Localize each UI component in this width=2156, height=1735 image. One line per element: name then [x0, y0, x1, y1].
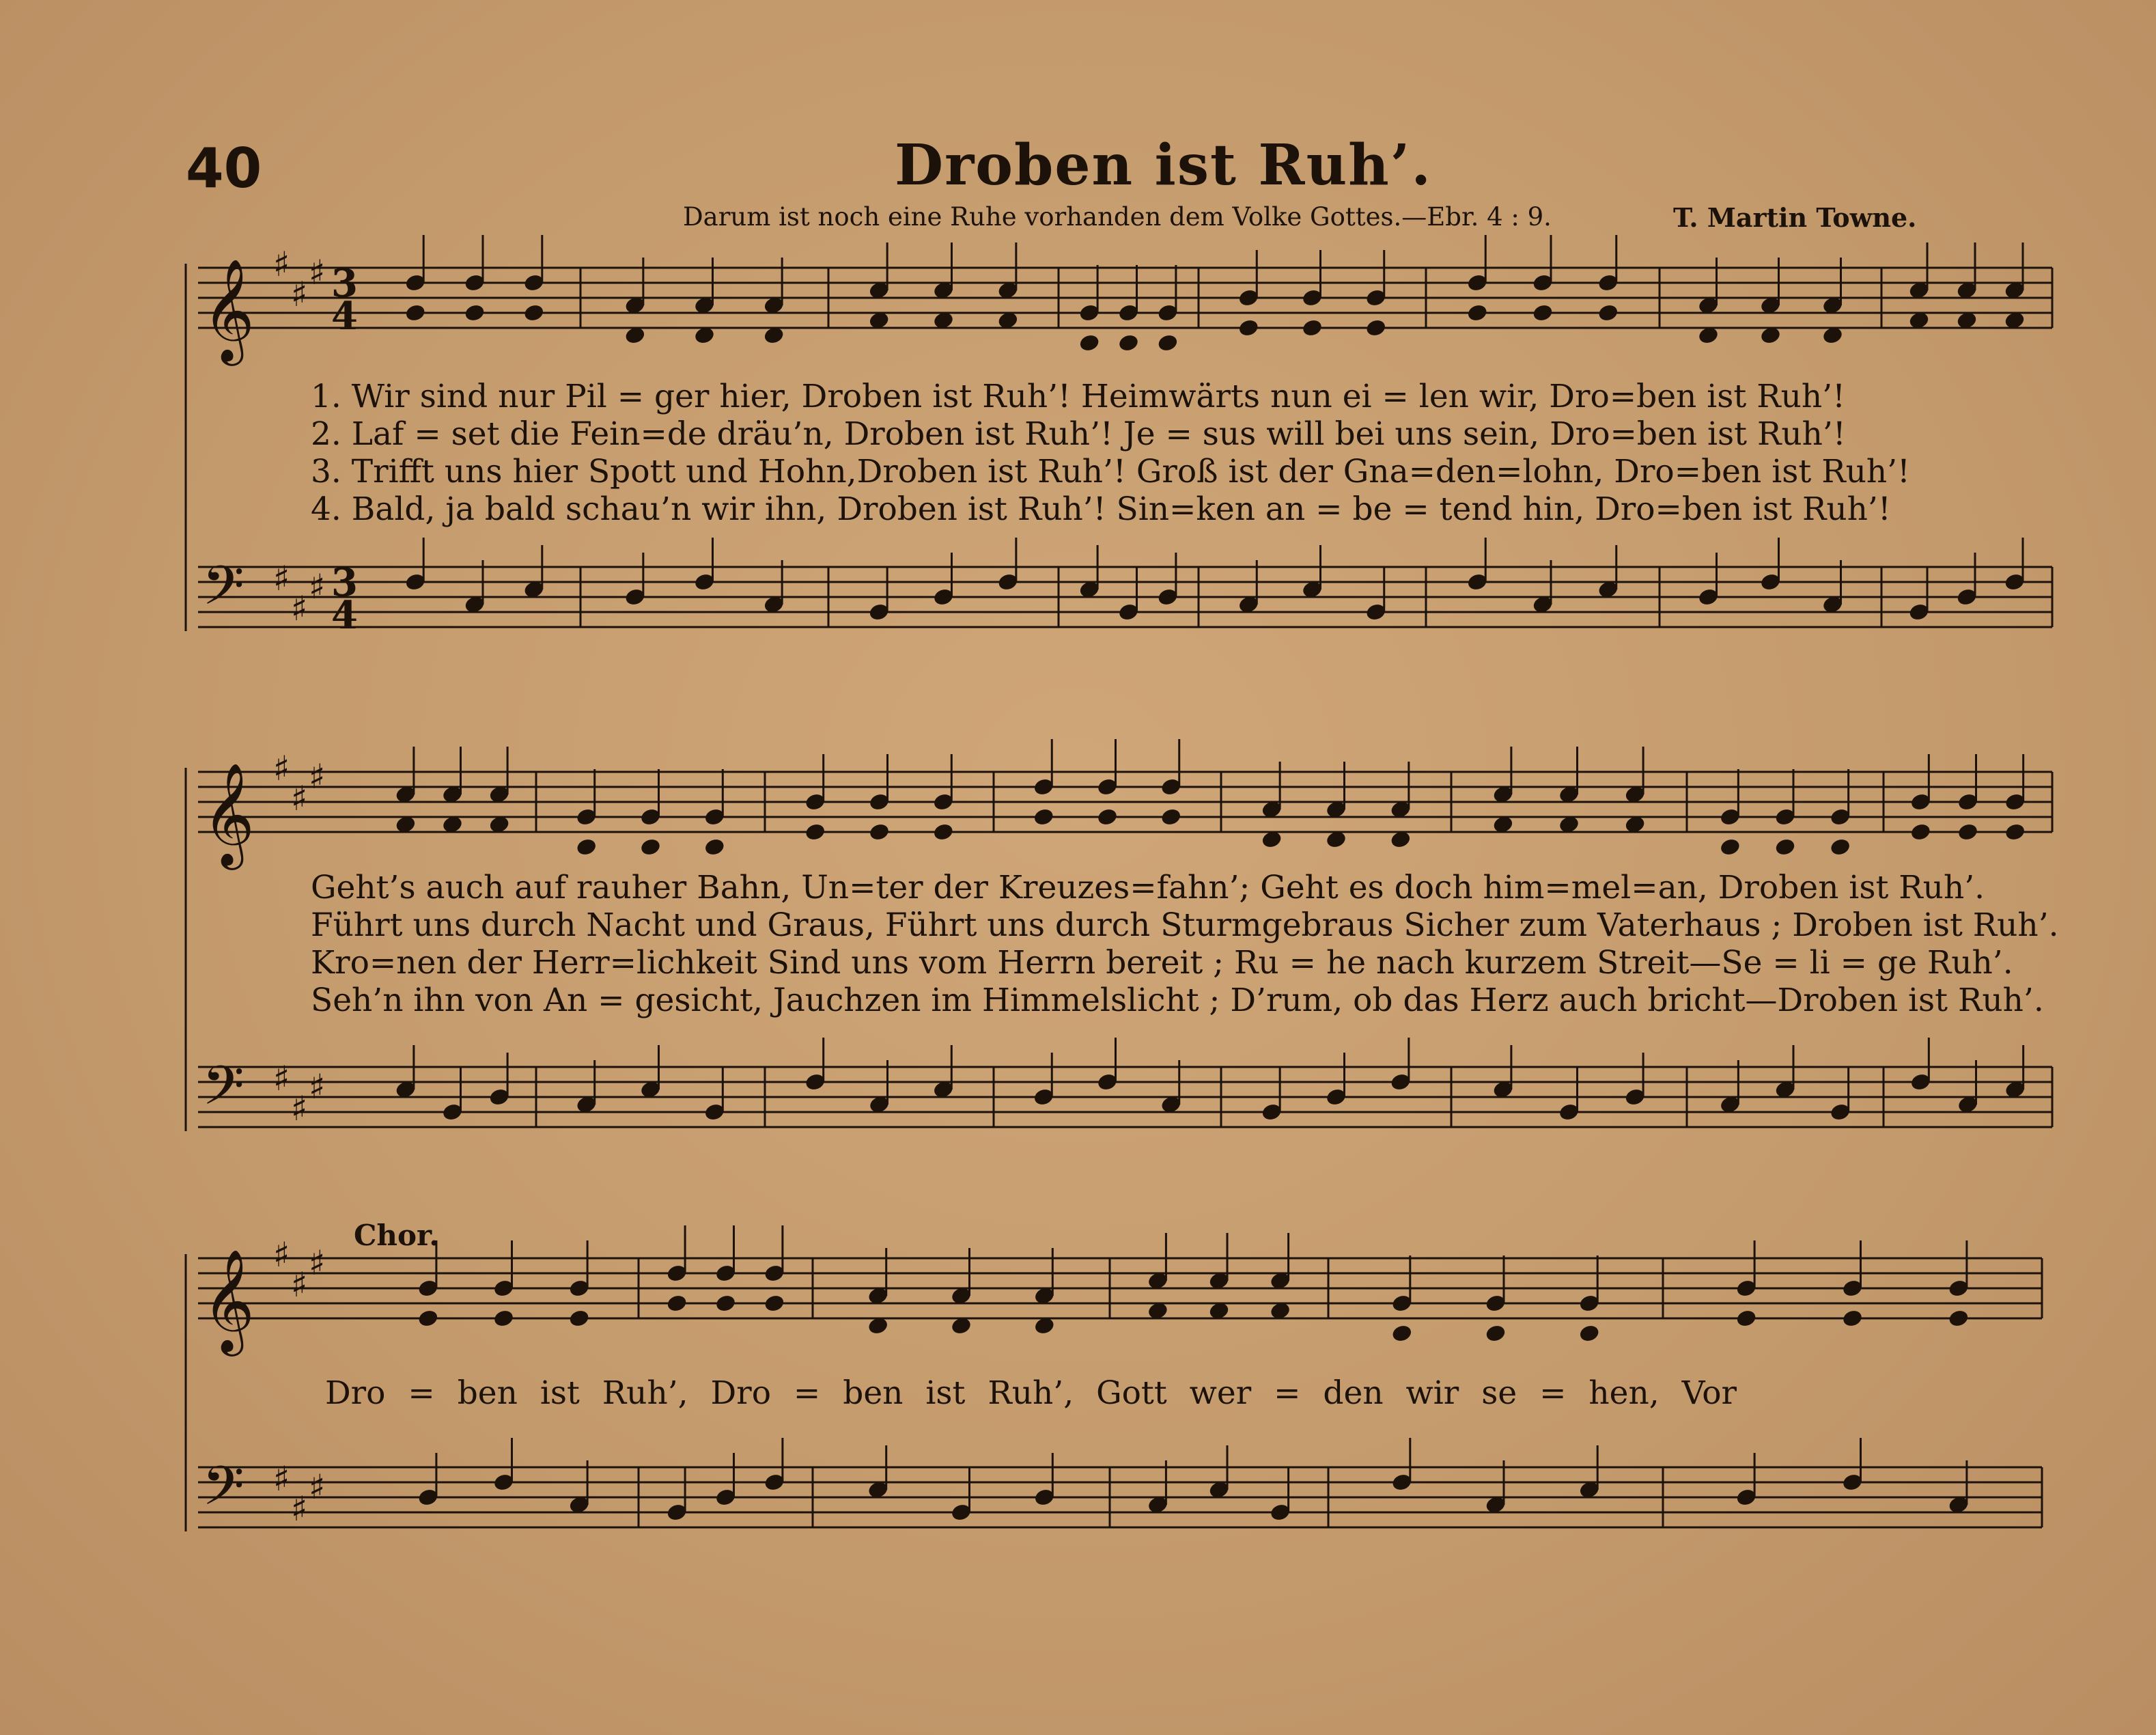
sharp-icon: ♯ [309, 1467, 326, 1507]
sharp-icon: ♯ [273, 1459, 290, 1499]
treble-clef-icon: 𝄞 [202, 762, 255, 865]
note-head [2004, 822, 2026, 842]
note-head [1485, 1324, 1506, 1343]
sharp-icon: ♯ [291, 1489, 308, 1529]
note-head [493, 1309, 514, 1328]
scripture-reference: Darum ist noch eine Ruhe vorhanden dem Volke Gottes.—Ebr. 4 : 9. [683, 202, 1552, 232]
sharp-icon: ♯ [291, 275, 308, 314]
note-head [1097, 807, 1118, 827]
note-head [464, 303, 485, 322]
note-head [1302, 318, 1323, 337]
hymn-title: Droben ist Ruh’. [895, 133, 1432, 198]
sharp-icon: ♯ [273, 559, 290, 598]
sharp-icon: ♯ [291, 1089, 308, 1128]
note-head [1078, 333, 1100, 352]
bass-clef-icon: 𝄢 [202, 554, 244, 630]
verse-3-line-2: Kro=nen der Herr=lichkeit Sind uns vom Herrn bereit ; Ru = he nach kurzem Streit—Se = li = ge Ruh’. [311, 944, 2013, 982]
note-head [666, 1294, 687, 1313]
note-head [933, 822, 954, 842]
note-head [568, 1309, 589, 1328]
treble-clef-icon: 𝄞 [202, 258, 255, 361]
time-signature-bottom: 4 [331, 593, 358, 638]
verse-4-line-1: 4. Bald, ja bald schau’n wir ihn, Droben ist Ruh’! Sin=ken an = be = tend hin, Dro=ben ist Ruh’! [311, 490, 1891, 528]
sharp-icon: ♯ [273, 749, 290, 788]
note-head [1391, 1324, 1412, 1343]
note-head [1579, 1324, 1600, 1343]
note-head [1467, 303, 1488, 322]
note-head [764, 1294, 785, 1313]
bass-clef-icon: 𝄢 [202, 1054, 244, 1130]
chorus-lyrics: Dro = ben ist Ruh’, Dro = ben ist Ruh’, Gott wer = den wir se = hen, Vor [325, 1374, 1737, 1412]
note-head [1365, 318, 1386, 337]
note-head [1238, 318, 1259, 337]
note-head [417, 1309, 438, 1328]
sharp-icon: ♯ [309, 757, 326, 796]
note-head [1948, 1309, 1969, 1328]
note-head [1118, 333, 1139, 352]
note-head [1157, 333, 1178, 352]
note-head [1735, 1309, 1756, 1328]
sharp-icon: ♯ [273, 1235, 290, 1275]
bass-clef-icon: 𝄢 [202, 1454, 244, 1531]
sharp-icon: ♯ [309, 1243, 326, 1283]
sharp-icon: ♯ [291, 589, 308, 628]
note-head [1957, 822, 1978, 842]
page-number: 40 [186, 137, 262, 200]
verse-1-line-2: Geht’s auch auf rauher Bahn, Un=ter der Kreuzes=fahn’; Geht es doch him=mel=an, Droben ist Ruh’. [311, 869, 1985, 906]
note-head [640, 837, 661, 857]
verse-1-line-1: 1. Wir sind nur Pil = ger hier, Droben ist Ruh’! Heimwärts nun ei = len wir, Dro=ben ist Ruh’! [311, 378, 1845, 415]
note-head [715, 1294, 736, 1313]
time-signature-top: 3 [331, 261, 358, 306]
note-head [704, 837, 725, 857]
note-head [1720, 837, 1741, 857]
note-head [869, 822, 890, 842]
sharp-icon: ♯ [309, 567, 326, 607]
note-head [804, 822, 826, 842]
verse-2-line-2: Führt uns durch Nacht und Graus, Führt uns durch Sturmgebraus Sicher zum Vaterhaus ; Droben ist Ruh’. [311, 906, 2059, 944]
verse-2-line-1: 2. Laf = set die Fein=de dräu’n, Droben ist Ruh’! Je = sus will bei uns sein, Dro=ben ist Ruh’! [311, 415, 1846, 453]
note-head [1842, 1309, 1863, 1328]
note-head [1160, 807, 1181, 827]
treble-clef-icon: 𝄞 [202, 1248, 255, 1352]
time-signature-top: 3 [331, 560, 358, 605]
sharp-icon: ♯ [273, 1059, 290, 1098]
note-head [576, 837, 597, 857]
time-signature-bottom: 4 [331, 294, 358, 339]
note-head [405, 303, 426, 322]
note-head [1910, 822, 1931, 842]
verse-3-line-1: 3. Trifft uns hier Spott und Hohn,Droben ist Ruh’! Groß ist der Gna=den=lohn, Dro=ben ist Ruh’! [311, 453, 1910, 490]
note-head [1830, 837, 1851, 857]
note-head [523, 303, 544, 322]
sharp-icon: ♯ [291, 779, 308, 818]
sharp-icon: ♯ [291, 1265, 308, 1305]
composer-name: T. Martin Towne. [1673, 202, 1917, 233]
sharp-icon: ♯ [273, 245, 290, 284]
note-head [1774, 837, 1795, 857]
sharp-icon: ♯ [309, 253, 326, 292]
chorus-label: Chor. [354, 1219, 439, 1252]
note-head [1033, 807, 1054, 827]
verse-4-line-2: Seh’n ihn von An = gesicht, Jauchzen im Himmelslicht ; D’rum, ob das Herz auch bricht—Droben ist Ruh’. [311, 982, 2044, 1019]
note-head [1532, 303, 1553, 322]
sharp-icon: ♯ [309, 1067, 326, 1107]
note-head [1597, 303, 1619, 322]
